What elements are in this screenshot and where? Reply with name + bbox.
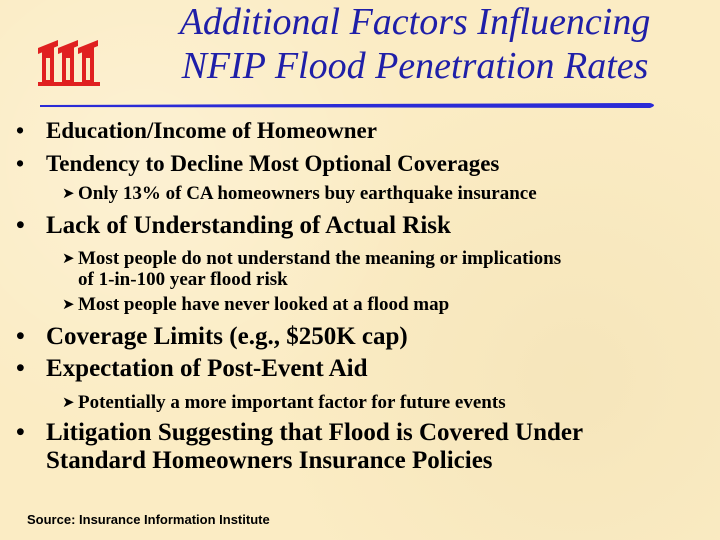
sub-bullet-text-line-2: of 1-in-100 year flood risk [78, 269, 288, 290]
bullet-expectation [16, 355, 706, 383]
sub-bullet-earthquake [16, 183, 706, 204]
arrow-bullet-icon: ➤ [62, 249, 75, 267]
title-underline [38, 100, 660, 110]
title-line-2: NFIP Flood Penetration Rates [181, 45, 649, 87]
sub-bullet-flood-map [16, 294, 706, 315]
sub-bullet-text: Only 13% of CA homeowners buy earthquake insurance [78, 183, 537, 204]
slide-title [120, 0, 710, 88]
sub-bullet-potentially [16, 392, 706, 413]
bullet-education [16, 117, 706, 145]
sub-bullet-understand [16, 248, 706, 290]
bullet-text: Education/Income of Homeowner [46, 118, 377, 143]
bullet-dot: • [16, 419, 25, 446]
iii-logo [38, 36, 102, 88]
bullet-dot: • [16, 118, 25, 143]
arrow-bullet-icon: ➤ [62, 393, 75, 411]
bullet-text-line-2: Standard Homeowners Insurance Policies [46, 447, 493, 474]
bullet-list [16, 117, 706, 475]
bullet-text: Lack of Understanding of Actual Risk [46, 212, 451, 239]
bullet-tendency [16, 150, 706, 178]
sub-bullet-text: Potentially a more important factor for future events [78, 392, 506, 413]
bullet-text: Coverage Limits (e.g., $250K cap) [46, 323, 408, 350]
arrow-bullet-icon: ➤ [62, 184, 75, 202]
sub-bullet-text-line-1: Most people do not understand the meaning or implications [78, 248, 562, 269]
bullet-text-line-1: Litigation Suggesting that Flood is Covered Under [46, 419, 584, 446]
sub-bullet-text: Most people have never looked at a flood map [78, 294, 450, 315]
arrow-bullet-icon: ➤ [62, 295, 75, 313]
bullet-dot: • [16, 323, 25, 350]
bullet-dot: • [16, 151, 25, 176]
bullet-coverage [16, 323, 706, 351]
bullet-dot: • [16, 212, 25, 239]
bullet-lack [16, 212, 706, 240]
bullet-dot: • [16, 355, 25, 382]
bullet-litigation [16, 419, 706, 475]
source-note: Source: Insurance Information Institute [27, 512, 270, 527]
bullet-text: Expectation of Post-Event Aid [46, 355, 368, 382]
title-line-1: Additional Factors Influencing [179, 1, 651, 43]
bullet-text: Tendency to Decline Most Optional Coverages [46, 151, 500, 176]
